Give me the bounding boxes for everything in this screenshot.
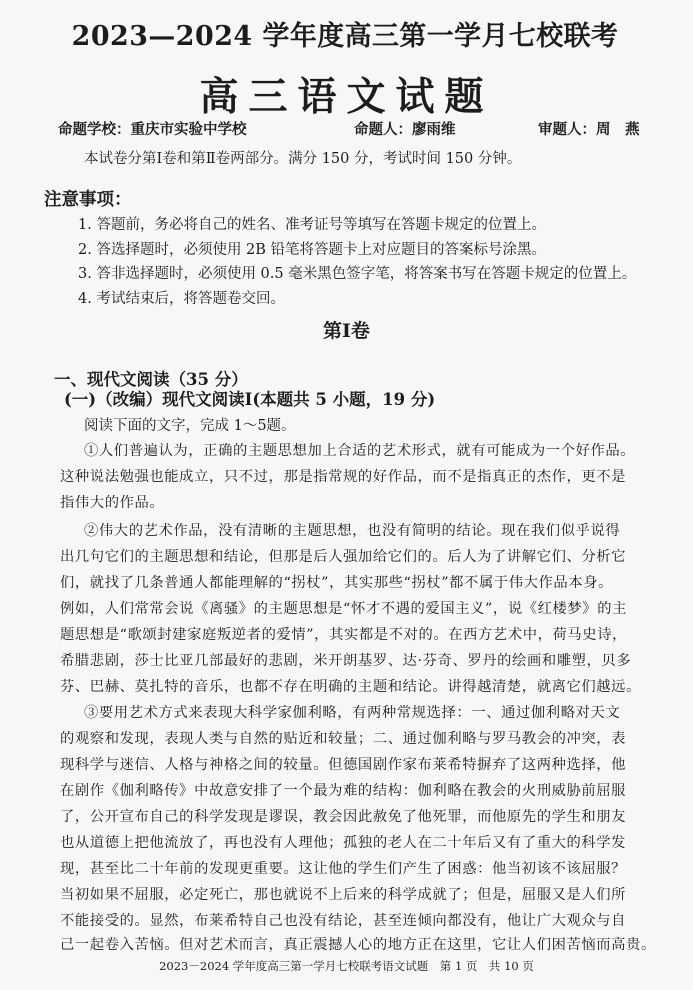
passage-line: 当初如果不屈服，必定死亡，那也就说不上后来的科学成就了；但是，屈服又是人们所 <box>60 887 627 903</box>
page-footer: 2023－2024 学年度高三第一学月七校联考语文试题 第 1 页 共 10 页 <box>159 959 534 973</box>
passage-line: 指伟大的作品。 <box>60 495 165 511</box>
passage-line: ①人们普遍认为，正确的主题思想加上合适的艺术形式，就有可能成为一个好作品。 <box>84 443 636 459</box>
passage-line: 现，甚至比二十年前的发现更重要。这让他的学生们产生了困惑：他当初该不该屈服？ <box>60 861 627 877</box>
subsection-heading: (一)（改编）现代文阅读Ⅰ(本题共 5 小题，19 分) <box>64 390 436 409</box>
author-label: 命题人：廖雨维 <box>354 121 456 138</box>
passage-line: ②伟大的艺术作品，没有清晰的主题思想，也没有简明的结论。现在我们似乎说得 <box>84 523 621 539</box>
passage-line: 这种说法勉强也能成立，只不过，那是指常规的好作品，而不是指真正的杰作，更不是 <box>60 469 627 485</box>
exam-title: 2023—2024 学年度高三第一学月七校联考 <box>71 21 619 52</box>
passage-line: 例如，人们常常会说《离骚》的主题思想是“怀才不遇的爱国主义”，说《红楼梦》的主 <box>60 601 627 617</box>
section-title: 第Ⅰ卷 <box>323 320 370 342</box>
passage-line: 希腊悲剧，莎士比亚几部最好的悲剧，米开朗基罗、达·芬奇、罗丹的绘画和雕塑，贝多 <box>60 653 632 669</box>
passage-line: 题思想是“歌颂封建家庭叛逆者的爱情”，其实都是不对的。在西方艺术中，荷马史诗， <box>60 627 627 643</box>
passage-line: 的观察和发现，表现人类与自然的贴近和较量；二、通过伽利略与罗马教会的冲突，表 <box>60 731 627 747</box>
passage-line: 现科学与迷信、人格与神格之间的较量。但德国剧作家布莱希特摒弃了这两种选择，他 <box>60 757 627 773</box>
notice-item: 4. 考试结束后，将答题卷交回。 <box>78 291 285 307</box>
exam-intro: 本试卷分第Ⅰ卷和第Ⅱ卷两部分。满分 150 分，考试时间 150 分钟。 <box>84 151 522 167</box>
passage-line: 在剧作《伽利略传》中故意安排了一个最为难的结构：伽利略在教会的火刑威胁前屈服 <box>60 783 627 799</box>
passage-line: 出几句它们的主题思想和结论，但那是后人强加给它们的。后人为了讲解它们、分析它 <box>60 549 627 565</box>
notice-item: 3. 答非选择题时，必须使用 0.5 毫米黑色签字笔，将答案书写在答题卡规定的位置上。 <box>78 266 637 282</box>
subject-title: 高三语文试题 <box>199 74 494 120</box>
passage-line: 己一起卷入苦恼。但对艺术而言，真正震撼人心的地方正在这里，它让人们困苦恼而高贵。 <box>60 937 656 953</box>
passage-line: ③要用艺术方式来表现大科学家伽利略，有两种常规选择：一、通过伽利略对天文 <box>84 705 621 721</box>
passage-line: 也从道德上把他流放了，再也没有人理他；孤独的老人在二十年后又有了重大的科学发 <box>60 835 627 851</box>
reading-instruction: 阅读下面的文字，完成 1～5题。 <box>84 418 296 434</box>
passage-line: 芬、巴赫、莫扎特的音乐，也都不存在明确的主题和结论。讲得越清楚，就离它们越远。 <box>60 679 641 695</box>
notice-item: 1. 答题前，务必将自己的姓名、准考证号等填写在答题卡规定的位置上。 <box>78 217 546 233</box>
passage-line: 了，公开宣布自己的科学发现是谬误，教会因此赦免了他死罪，而他原先的学生和朋友 <box>60 809 627 825</box>
notice-heading: 注意事项： <box>44 190 132 210</box>
reviewer-label: 审题人：周 燕 <box>538 121 640 138</box>
passage-line: 们，就找了几条普通人都能理解的“拐杖”，其实那些“拐杖”都不属于伟大作品本身。 <box>60 575 614 591</box>
notice-item: 2. 答选择题时，必须使用 2B 铅笔将答题卡上对应题目的答案标号涂黑。 <box>78 242 547 258</box>
school-label: 命题学校：重庆市实验中学校 <box>58 121 247 138</box>
passage-line: 不能接受的。显然，布莱希特自己也没有结论，甚至连倾向都没有，他让广大观众与自 <box>60 913 627 929</box>
part-heading: 一、现代文阅读（35 分） <box>54 370 248 389</box>
